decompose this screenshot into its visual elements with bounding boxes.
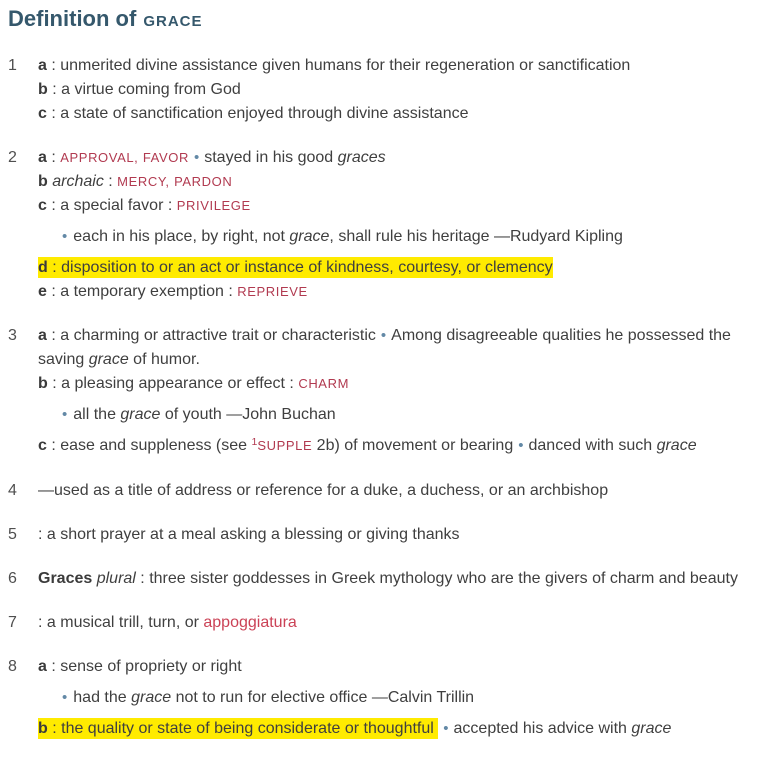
- sense-letter: a: [38, 57, 47, 74]
- definition-text: :: [103, 173, 118, 190]
- definition-row: [38, 434, 773, 459]
- definition-row: [38, 146, 773, 170]
- definition-row: [38, 54, 773, 78]
- sense-letter: c: [38, 437, 47, 454]
- definition-text: Among disagreeable qualities he possessed the saving: [38, 327, 736, 368]
- senses-list: [8, 54, 773, 741]
- definition-row: [38, 170, 773, 194]
- definition-row: [38, 256, 773, 280]
- sense-content: [38, 611, 773, 635]
- sense-number: 8: [8, 658, 17, 675]
- sense-number: 7: [8, 614, 17, 631]
- italic-term: grace: [631, 720, 672, 737]
- sense-content: [38, 523, 773, 547]
- sense-letter: Graces: [38, 570, 93, 587]
- italic-term: plural: [96, 570, 136, 587]
- definition-text: each in his place, by right, not: [73, 228, 290, 245]
- example-row: [62, 225, 773, 249]
- italic-term: grace: [88, 351, 129, 368]
- sense: [8, 567, 773, 591]
- example-bullet-icon: •: [193, 149, 200, 166]
- sense-number: 3: [8, 327, 17, 344]
- definition-row: [38, 479, 773, 503]
- sense: [8, 324, 773, 459]
- cross-reference-link[interactable]: REPRIEVE: [237, 284, 308, 299]
- italic-term: grace: [656, 437, 697, 454]
- word-link[interactable]: appoggiatura: [203, 614, 297, 631]
- sense-letter: e: [38, 283, 47, 300]
- sense-letter: a: [38, 327, 47, 344]
- homograph-superscript: 1: [251, 436, 258, 448]
- definition-row: [38, 102, 773, 126]
- definition-text: all the: [73, 406, 121, 423]
- definition-text: 2b) of movement or bearing: [312, 437, 514, 454]
- sense-content: [38, 567, 773, 591]
- definition-text: : a virtue coming from God: [47, 81, 241, 98]
- example-bullet-icon: •: [62, 228, 68, 245]
- definition-text: accepted his advice with: [453, 720, 632, 737]
- definition-text: , shall rule his heritage —Rudyard Kipling: [329, 228, 623, 245]
- sense-content: [38, 479, 773, 503]
- definition-text: : a musical trill, turn, or: [38, 614, 204, 631]
- sense-number: 6: [8, 570, 17, 587]
- definition-row: [38, 717, 773, 741]
- definition-text: stayed in his good: [204, 149, 338, 166]
- italic-term: grace: [120, 406, 161, 423]
- sense-letter: b: [38, 173, 48, 190]
- sense-number: 4: [8, 482, 17, 499]
- definition-row: [38, 194, 773, 218]
- definition-row: [38, 611, 773, 635]
- headword: GRACE: [143, 13, 203, 30]
- example-bullet-icon: •: [62, 689, 68, 706]
- example-bullet-icon: •: [380, 327, 387, 344]
- highlighted-sense-letter: d: [38, 259, 48, 276]
- definition-text: had the: [73, 689, 132, 706]
- cross-reference-link[interactable]: FAVOR: [142, 150, 189, 165]
- example-row: [62, 686, 773, 710]
- sense-letter: b: [38, 81, 48, 98]
- definition-text: of youth —John Buchan: [160, 406, 336, 423]
- sense-content: [38, 655, 773, 741]
- example-bullet-icon: •: [518, 437, 524, 454]
- italic-term: grace: [131, 689, 172, 706]
- cross-reference-link[interactable]: PARDON: [174, 174, 233, 189]
- definition-text: : a charming or attractive trait or characteristic: [46, 327, 376, 344]
- definition-text: danced with such: [528, 437, 657, 454]
- sense-number: 1: [8, 57, 17, 74]
- sense-number: 2: [8, 149, 17, 166]
- sense: [8, 54, 773, 126]
- definition-row: [38, 655, 773, 679]
- highlighted-sense-letter: b: [38, 720, 48, 737]
- definition-text: : unmerited divine assistance given humans for their regeneration or sanctification: [46, 57, 631, 74]
- definition-text: : a temporary exemption :: [46, 283, 238, 300]
- sense-letter: a: [38, 149, 47, 166]
- sense: [8, 146, 773, 304]
- example-row: [62, 403, 773, 427]
- definition-text: not to run for elective office —Calvin Trillin: [171, 689, 475, 706]
- cross-reference-link[interactable]: CHARM: [298, 376, 349, 391]
- definition-text: : sense of propriety or right: [46, 658, 242, 675]
- definition-text: : a special favor :: [46, 197, 177, 214]
- example-bullet-icon: •: [443, 720, 449, 737]
- definition-text: :: [46, 149, 61, 166]
- sense-number: 5: [8, 526, 17, 543]
- definition-row: [38, 567, 773, 591]
- sense: [8, 523, 773, 547]
- cross-reference-link[interactable]: SUPPLE: [257, 438, 313, 453]
- definition-text: : three sister goddesses in Greek mythology who are the givers of charm and beauty: [135, 570, 738, 587]
- sense-content: [38, 324, 773, 459]
- italic-term: graces: [337, 149, 386, 166]
- definition-text: : a pleasing appearance or effect :: [47, 375, 299, 392]
- sense: [8, 611, 773, 635]
- sense-letter: c: [38, 105, 47, 122]
- sense-content: [38, 146, 773, 304]
- example-bullet-icon: •: [62, 406, 68, 423]
- sense: [8, 655, 773, 741]
- definition-row: [38, 523, 773, 547]
- sense-letter: c: [38, 197, 47, 214]
- definition-row: [38, 372, 773, 396]
- cross-reference-link[interactable]: MERCY,: [117, 174, 170, 189]
- definition-text: —used as a title of address or reference for a duke, a duchess, or an archbishop: [38, 482, 609, 499]
- definition-text: : a state of sanctification enjoyed through divine assistance: [46, 105, 469, 122]
- sense: [8, 479, 773, 503]
- definition-text: : ease and suppleness (see: [46, 437, 252, 454]
- page-title: Definition of: [8, 6, 137, 31]
- sense-letter: a: [38, 658, 47, 675]
- highlighted-definition-text: : disposition to or an act or instance of kindness, courtesy, or clemency: [47, 259, 553, 276]
- definition-text: : a short prayer at a meal asking a blessing or giving thanks: [38, 526, 460, 543]
- definition-row: [38, 78, 773, 102]
- highlighted-definition-text: : the quality or state of being considerate or thoughtful: [47, 720, 439, 737]
- italic-term: grace: [289, 228, 330, 245]
- sense-content: [38, 54, 773, 126]
- entry-header: [8, 6, 773, 35]
- definition-row: [38, 280, 773, 304]
- cross-reference-link[interactable]: PRIVILEGE: [176, 198, 251, 213]
- sense-letter: b: [38, 375, 48, 392]
- italic-term: archaic: [52, 173, 104, 190]
- definition-row: [38, 324, 773, 372]
- cross-reference-link[interactable]: APPROVAL,: [60, 150, 139, 165]
- definition-text: of humor.: [128, 351, 200, 368]
